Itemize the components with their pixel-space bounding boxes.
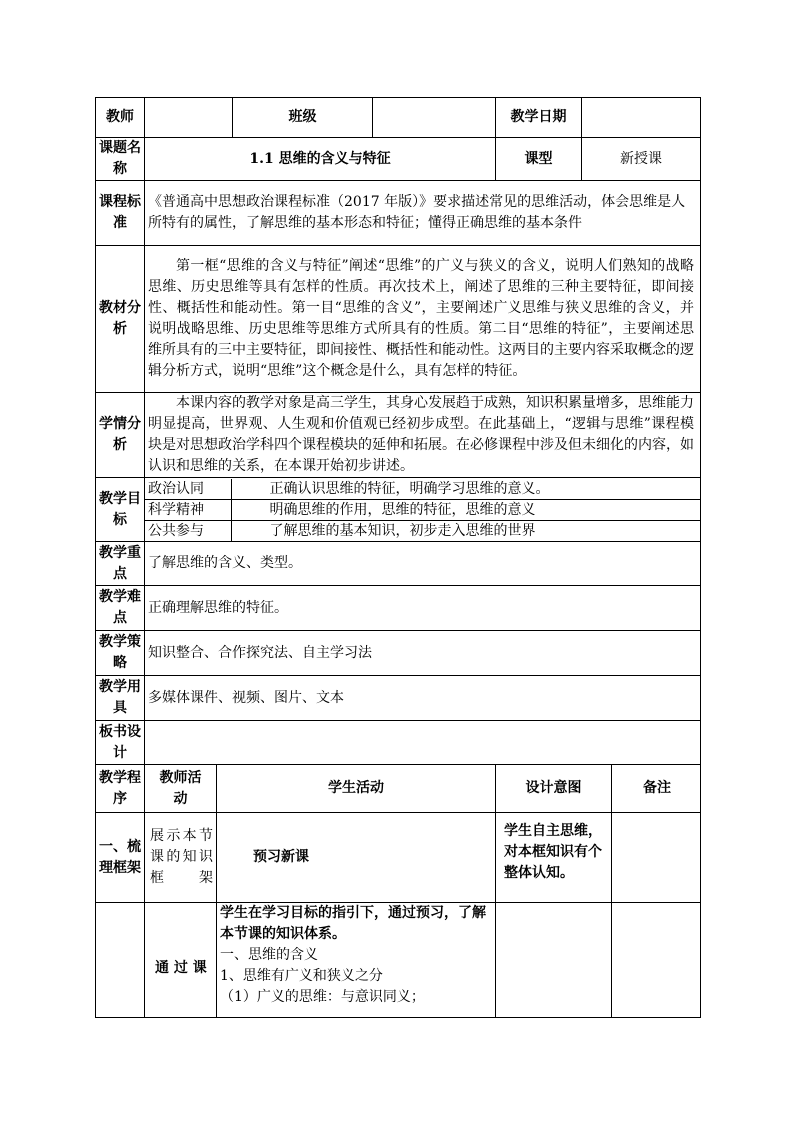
step2-line: （1）广义的思维：与意识同义； <box>220 989 425 1005</box>
step1-student: 预习新课 <box>217 813 496 903</box>
topic-label: 课题名称 <box>96 138 145 181</box>
key-points-label: 教学重点 <box>96 542 145 586</box>
standard-label: 课程标准 <box>96 181 145 246</box>
key-points-row <box>96 542 701 586</box>
topic-value: 1.1 思维的含义与特征 <box>145 138 496 181</box>
difficulties-text: 正确理解思维的特征。 <box>145 586 701 631</box>
class-value <box>373 98 496 138</box>
tools-text: 多媒体课件、视频、图片、文本 <box>145 676 701 721</box>
procedure-header-row <box>96 765 701 813</box>
type-value: 新授课 <box>582 138 701 181</box>
board-text <box>145 721 701 765</box>
step1-note <box>612 813 701 903</box>
goal-text: 明确思维的作用，思维的特征，思维的意义 <box>231 499 700 520</box>
step2-line: 1、思维有广义和狭义之分 <box>220 968 383 984</box>
lesson-plan <box>95 97 700 1018</box>
goal-name: 科学精神 <box>145 499 231 520</box>
goal-name: 公共参与 <box>145 520 231 541</box>
lesson-plan-table <box>95 97 701 1018</box>
date-value <box>582 98 701 138</box>
step2-row <box>96 903 701 1018</box>
key-points-text: 了解思维的含义、类型。 <box>145 542 701 586</box>
material-row <box>96 246 701 393</box>
strategy-text: 知识整合、合作探究法、自主学习法 <box>145 631 701 676</box>
topic-row <box>96 138 701 181</box>
standard-text: 《普通高中思想政治课程标准（2017 年版）》要求描述常见的思维活动，体会思维是人所特有的属性，了解思维的基本形态和特征；懂得正确思维的基本条件 <box>145 181 701 246</box>
strategy-row <box>96 631 701 676</box>
step2-intent <box>496 903 612 1018</box>
step2-student-intro: 学生在学习目标的指引下，通过预习，了解本节课的知识体系。 <box>220 905 486 942</box>
procedure-intent-header: 设计意图 <box>496 765 612 813</box>
goal-row <box>145 499 700 520</box>
goal-text: 了解思维的基本知识，初步走入思维的世界 <box>269 522 536 539</box>
step1-teacher: 展示本节课的知识框架 <box>145 813 217 903</box>
goals-table <box>145 479 700 541</box>
material-text: 第一框“思维的含义与特征”阐述“思维”的广义与狭义的含义，说明人们熟知的战略思维、历史思维等具有怎样的性质。再次技术上，阐述了思维的三种主要特征，即间接性、概括性和能动性。第一目“思维的含义”，主要阐述广义思维与狭义思维的含义，并说明战略思维、历史思维等思维方式所具有的性质。第二目“思维的特征”，主要阐述思维所具有的三中主要特征，即间接性、概括性和能动性。这两目的主要内容采取概念的逻辑分析方式，说明“思维”这个概念是什么，具有怎样的特征。 <box>145 246 701 393</box>
procedure-note-header: 备注 <box>612 765 701 813</box>
type-label: 课型 <box>496 138 582 181</box>
difficulties-row <box>96 586 701 631</box>
board-label: 板书设计 <box>96 721 145 765</box>
step1-intent: 学生自主思维，对本框知识有个整体认知。 <box>496 813 612 903</box>
procedure-step-header: 教学程序 <box>96 765 145 813</box>
difficulties-label: 教学难点 <box>96 586 145 631</box>
goals-label: 教学目标 <box>96 478 145 542</box>
goals-cell <box>145 478 701 542</box>
class-label: 班级 <box>233 98 373 138</box>
teacher-label: 教师 <box>96 98 145 138</box>
students-label: 学情分析 <box>96 393 145 478</box>
tools-label: 教学用具 <box>96 676 145 721</box>
step1-label: 一、梳理框架 <box>96 813 145 903</box>
students-text: 本课内容的教学对象是高三学生，其身心发展趋于成熟，知识积累量增多，思维能力明显提高，世界观、人生观和价值观已经初步成型。在此基础上，“逻辑与思维”课程模块是对思想政治学科四个课程模块的延伸和拓展。在必修课程中涉及但未细化的内容，如认识和思维的关系，在本课开始初步讲述。 <box>145 393 701 478</box>
procedure-teacher-header: 教师活动 <box>145 765 217 813</box>
teacher-value <box>145 98 233 138</box>
material-label: 教材分析 <box>96 246 145 393</box>
students-row <box>96 393 701 478</box>
step2-line: 一、思维的含义 <box>220 947 318 963</box>
procedure-student-header: 学生活动 <box>217 765 496 813</box>
step2-label <box>96 903 145 1018</box>
step2-student <box>217 903 496 1018</box>
step2-note <box>612 903 701 1018</box>
goal-text: 正确认识思维的特征，明确学习思维的意义。 <box>231 479 700 500</box>
goal-row <box>145 479 700 500</box>
goal-row <box>145 520 700 541</box>
goal-name: 政治认同 <box>145 479 231 500</box>
goals-row <box>96 478 701 542</box>
tools-row <box>96 676 701 721</box>
standard-row <box>96 181 701 246</box>
step1-row <box>96 813 701 903</box>
header-row <box>96 98 701 138</box>
board-row <box>96 721 701 765</box>
date-label: 教学日期 <box>496 98 582 138</box>
step2-teacher: 通 过 课 <box>145 903 217 1018</box>
strategy-label: 教学策略 <box>96 631 145 676</box>
